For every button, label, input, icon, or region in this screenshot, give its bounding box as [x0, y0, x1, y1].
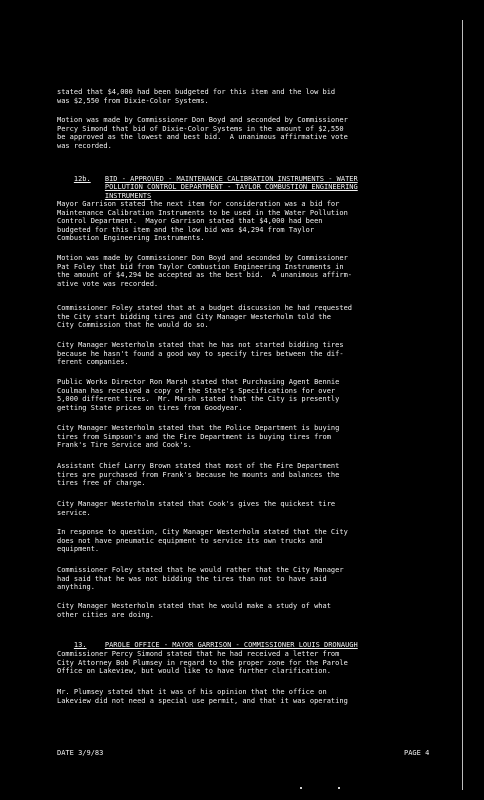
paragraph: Commissioner Foley stated that at a budget discussion he had requested the City start bidding tires and City Manager Westerholm told the City Commission that he would do so.	[57, 304, 353, 330]
scan-speck	[338, 787, 340, 789]
scan-edge-line	[462, 20, 463, 790]
section-title: BID - APPROVED - MAINTENANCE CALIBRATION INSTRUMENTS - WATER POLLUTION CONTROL DEPARTMENT - TAYLOR COMBUSTION ENGINEERING INSTRUMENTS	[104, 174, 358, 200]
paragraph: stated that $4,000 had been budgeted for this item and the low bid was $2,550 from Dixie-Color Systems.	[57, 88, 336, 105]
footer-date: DATE 3/9/83	[57, 749, 104, 757]
section-number: 13.	[73, 640, 87, 649]
paragraph: City Manager Westerholm stated that Cook's gives the quickest tire service.	[57, 500, 336, 517]
paragraph: City Manager Westerholm stated that he has not started bidding tires because he hasn't found a good way to specify tires between the dif- ferent companies.	[57, 341, 344, 367]
paragraph: Mayor Garrison stated the next item for consideration was a bid for Maintenance Calibration Instruments to be used in the Water Pollution Control Department. Mayor Garrison stated that $4,000 had been budgeted for this item and the low bid was $4,294 from Taylor Combustion Engineering Instruments.	[57, 200, 348, 243]
paragraph: Public Works Director Ron Marsh stated that Purchasing Agent Bennie Coulman has received a copy of the State's Specifications for over 5,000 different tires. Mr. Marsh stated that the City is presently getting State prices on tires from Goodyear.	[57, 378, 340, 412]
paragraph: City Manager Westerholm stated that the Police Department is buying tires from Simpson's and the Fire Department is buying tires from Frank's Tire Service and Cook's.	[57, 424, 340, 450]
scan-speck	[300, 787, 302, 789]
paragraph: Assistant Chief Larry Brown stated that most of the Fire Department tires are purchased from Frank's because he mounts and balances the tires free of charge.	[57, 462, 340, 488]
paragraph: Commissioner Foley stated that he would rather that the City Manager had said that he was not bidding the tires than not to have said anything.	[57, 566, 344, 592]
paragraph: Commissioner Percy Simond stated that he had received a letter from City Attorney Bob Plumsey in regard to the proper zone for the Parole Office on Lakeview, but would like to have further clarification.	[57, 650, 348, 676]
paragraph: City Manager Westerholm stated that he would make a study of what other cities are doing.	[57, 602, 331, 619]
paragraph: Motion was made by Commissioner Don Boyd and seconded by Commissioner Pat Foley that bid from Taylor Combustion Engineering Instruments in the amount of $4,294 be accepted as the best bid. A unanimous affirm- ative vote was recorded.	[57, 254, 353, 288]
footer-page-number: PAGE 4	[404, 749, 430, 757]
paragraph: In response to question, City Manager Westerholm stated that the City does not have pneumatic equipment to service its own trucks and equipment.	[57, 528, 348, 554]
paragraph: Motion was made by Commissioner Don Boyd and seconded by Commissioner Percy Simond that bid of Dixie-Color Systems in the amount of $2,550 be approved as the lowest and best bid. A unanimous affirmative vote was recorded.	[57, 116, 348, 150]
section-title: PAROLE OFFICE - MAYOR GARRISON - COMMISSIONER LOUIS DRONAUGH	[104, 640, 358, 649]
paragraph: Mr. Plumsey stated that it was of his opinion that the office on Lakeview did not need a special use permit, and that it was operating	[57, 688, 348, 705]
section-number: 12b.	[73, 174, 91, 183]
